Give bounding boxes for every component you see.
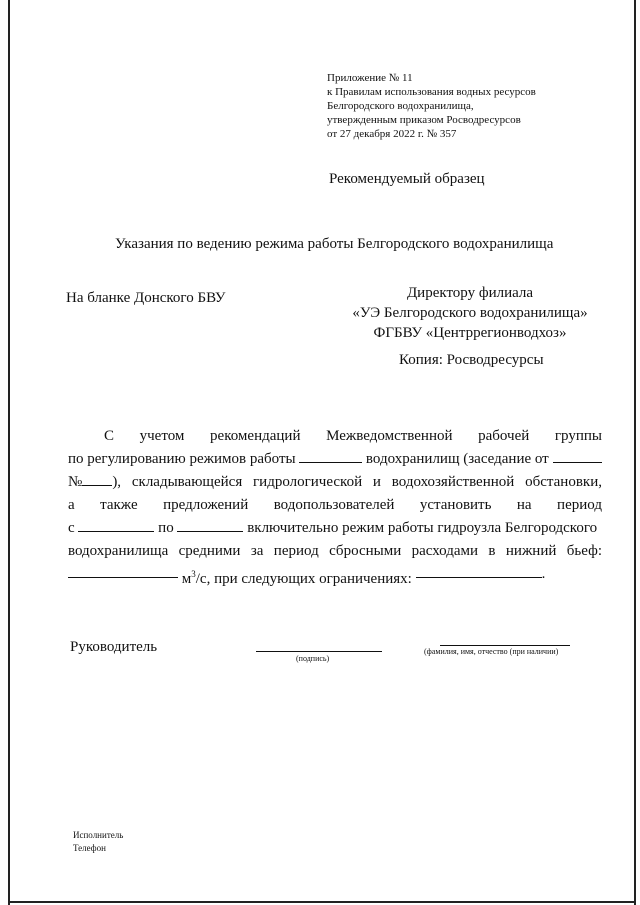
body-word: рекомендаций — [210, 428, 301, 444]
appendix-header — [327, 71, 536, 141]
scan-border-right — [634, 0, 636, 905]
body-word: бьеф: — [566, 543, 602, 559]
body-word: гидрологической — [253, 474, 363, 490]
body-word: Межведомственной — [326, 428, 453, 444]
scan-border-left — [8, 0, 10, 905]
body-line — [68, 448, 602, 471]
body-line — [68, 425, 602, 448]
letterhead-note: На бланке Донского БВУ — [66, 290, 226, 306]
full-name-caption: (фамилия, имя, отчество (при наличии) — [424, 647, 559, 656]
blank-field — [553, 448, 603, 463]
body-word: период — [273, 543, 319, 559]
body-paragraph — [68, 425, 602, 591]
body-line — [68, 494, 602, 517]
full-name-line — [440, 645, 570, 646]
signatory-title: Руководитель — [70, 639, 158, 655]
body-word: С — [104, 428, 115, 444]
blank-field — [78, 517, 154, 532]
signature-line — [256, 651, 382, 652]
body-line — [68, 471, 602, 494]
addressee-organization: «УЭ Белгородского водохранилища» — [352, 305, 588, 321]
blank-field — [299, 448, 362, 463]
body-word: нижний — [505, 543, 557, 559]
body-word: также — [100, 497, 138, 513]
addressee-block — [350, 283, 590, 343]
blank-field — [416, 563, 542, 578]
body-word: период — [557, 497, 602, 513]
body-word: сбросными — [329, 543, 402, 559]
copy-recipient: Копия: Росводресурсы — [399, 352, 544, 368]
document-title: Указания по ведению режима работы Белгородского водохранилища — [115, 236, 554, 252]
body-word: водохранилища — [68, 543, 169, 559]
body-text: $м^3/с$, при следующих ограничениях: — [181, 569, 412, 587]
appendix-order-date: от 27 декабря 2022 г. № 357 — [327, 128, 457, 140]
body-word: установить — [419, 497, 492, 513]
body-word: водохозяйственной — [391, 474, 515, 490]
body-word: и — [372, 474, 381, 490]
sample-label: Рекомендуемый образец — [329, 171, 485, 187]
body-word: в — [488, 543, 496, 559]
body-line — [68, 563, 602, 591]
body-word: учетом — [139, 428, 185, 444]
body-text: по регулированию режимов работы — [68, 451, 296, 467]
body-word: обстановки, — [525, 474, 602, 490]
body-text: № ), — [68, 471, 121, 494]
signature-caption: (подпись) — [296, 654, 330, 663]
body-word: группы — [554, 428, 602, 444]
appendix-reservoir: Белгородского водохранилища, — [327, 100, 474, 112]
body-word: водопользователей — [273, 497, 395, 513]
addressee-parent: ФГБВУ «Центррегионводхоз» — [373, 325, 567, 341]
body-text: с — [68, 520, 75, 536]
appendix-number: Приложение № 11 — [327, 72, 413, 84]
phone-label: Телефон — [73, 843, 106, 853]
blank-field — [177, 517, 243, 532]
addressee-position: Директору филиала — [406, 285, 534, 301]
body-word: складывающейся — [131, 474, 243, 490]
footer-block — [73, 829, 123, 855]
body-word: за — [250, 543, 264, 559]
body-text: водохранилищ (заседание от — [365, 451, 549, 467]
appendix-reference: к Правилам использования водных ресурсов — [327, 86, 536, 98]
body-word: расходами — [411, 543, 479, 559]
body-word: а — [68, 497, 75, 513]
body-word: предложений — [163, 497, 249, 513]
executor-label: Исполнитель — [73, 830, 124, 840]
body-text: включительно режим работы гидроузла Белгородского — [247, 520, 598, 536]
body-line — [68, 540, 602, 563]
scan-border-bottom — [8, 901, 636, 903]
body-text: по — [158, 520, 174, 536]
appendix-approval: утвержденным приказом Росводресурсов — [327, 114, 521, 126]
blank-field — [68, 563, 178, 578]
body-word: на — [516, 497, 532, 513]
body-line — [68, 517, 602, 540]
body-word: рабочей — [478, 428, 530, 444]
body-word: средними — [178, 543, 241, 559]
body-text: . — [541, 566, 546, 582]
